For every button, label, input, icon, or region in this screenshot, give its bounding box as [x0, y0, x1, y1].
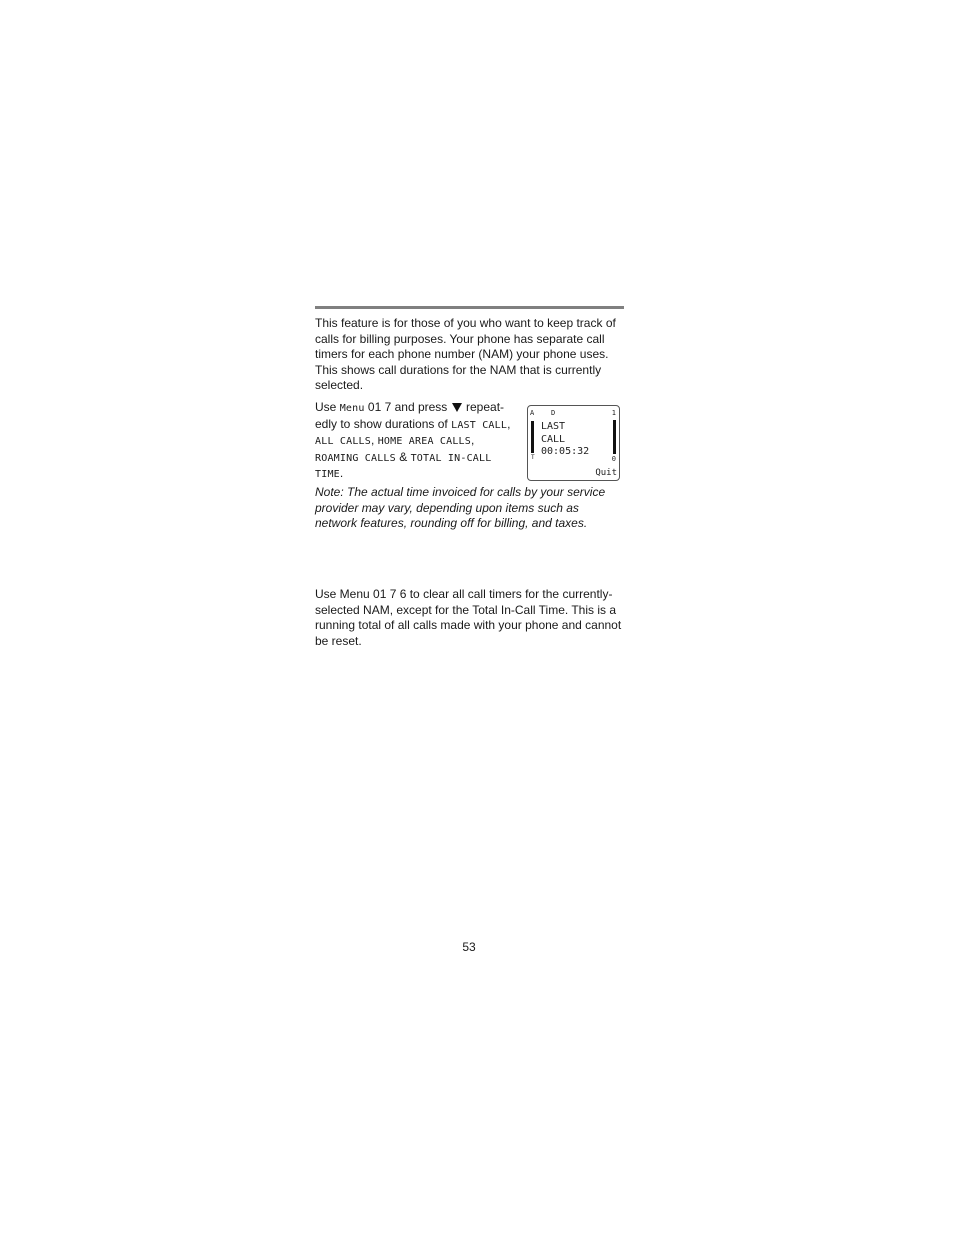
option-last-call: LAST CALL — [451, 419, 508, 431]
usage-after-arrow: repeat-edly to show durations of — [315, 400, 505, 431]
phone-display — [527, 405, 620, 481]
option-roaming-calls: ROAMING CALLS — [315, 452, 396, 464]
option-all-calls: ALL CALLS — [315, 436, 371, 447]
battery-bar — [613, 420, 616, 454]
signal-bar — [531, 421, 534, 453]
note-paragraph: Note: The actual time invoiced for calls by your service provider may vary, depending upon items such as network features, rounding off for billing, and taxes. — [315, 485, 606, 530]
option-total-in-call-time: TOTAL IN-CALL TIME — [315, 452, 492, 480]
display-line-3: 00:05:32 — [541, 446, 590, 457]
page-number: 53 — [462, 940, 476, 954]
indicator-1: 1 — [611, 409, 616, 417]
usage-use: Use — [315, 400, 337, 414]
indicator-t: T — [531, 454, 535, 461]
quit-softkey: Quit — [595, 468, 617, 478]
ampersand: & — [399, 449, 408, 464]
display-line-1: LAST — [541, 421, 566, 432]
display-lines — [541, 421, 589, 459]
menu-label: Menu — [339, 403, 365, 414]
intro-paragraph: This feature is for those of you who want to keep track of calls for billing purposes. Your phone has separate call timers for each phone number (NAM) your phone uses. This shows call durations for the NAM that is currently selected. — [315, 316, 616, 392]
indicator-d: D — [551, 409, 556, 417]
period: . — [339, 466, 344, 480]
usage-paragraph — [315, 400, 515, 483]
menu-code: 01 7 and press — [367, 400, 448, 414]
separator: , — [371, 433, 375, 447]
section-rule — [315, 306, 624, 309]
reset-paragraph: Use Menu 01 7 6 to clear all call timers for the currently-selected NAM, except for the Total In-Call Time. This is a running total of all calls made with your phone and cannot be reset. — [315, 587, 622, 648]
option-home-area-calls: HOME AREA CALLS — [377, 436, 471, 447]
separator: , — [507, 416, 511, 431]
separator: , — [471, 433, 475, 447]
indicator-0: 0 — [611, 455, 616, 463]
down-arrow-icon — [452, 403, 462, 412]
indicator-a: A — [530, 409, 535, 417]
display-line-2: CALL — [541, 433, 566, 445]
